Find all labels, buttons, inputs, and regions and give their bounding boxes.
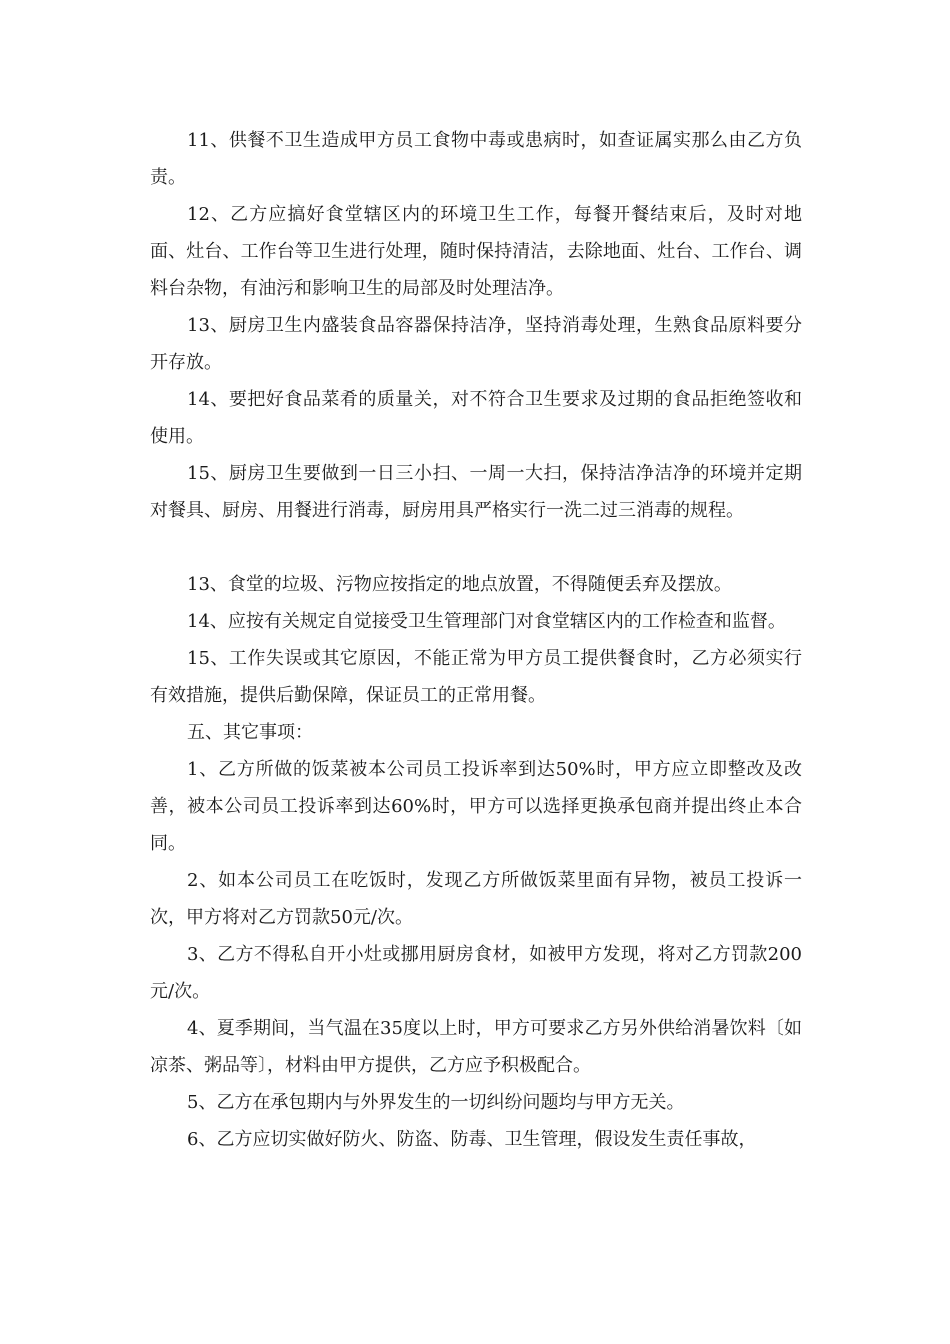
paragraph: 12、乙方应搞好食堂辖区内的环境卫生工作，每餐开餐结束后，及时对地面、灶台、工作台等卫生进行处理，随时保持清洁，去除地面、灶台、工作台、调料台杂物，有油污和影响卫生的局部及时处理洁净。 [150, 204, 802, 299]
paragraph: 11、供餐不卫生造成甲方员工食物中毒或患病时，如查证属实那么由乙方负责。 [150, 130, 802, 188]
paragraph: 13、厨房卫生内盛装食品容器保持洁净，坚持消毒处理，生熟食品原料要分开存放。 [150, 315, 802, 373]
paragraph: 15、工作失误或其它原因，不能正常为甲方员工提供餐食时，乙方必须实行有效措施，提供后勤保障，保证员工的正常用餐。 [150, 648, 802, 706]
paragraph: 2、如本公司员工在吃饭时，发现乙方所做饭菜里面有异物，被员工投诉一次，甲方将对乙方罚款50元/次。 [150, 870, 802, 928]
text-section-1 [150, 122, 802, 529]
paragraph: 6、乙方应切实做好防火、防盗、防毒、卫生管理，假设发生责任事故， [187, 1129, 757, 1150]
text-section-2 [150, 566, 802, 1158]
paragraph: 4、夏季期间，当气温在35度以上时，甲方可要求乙方另外供给消暑饮料〔如凉茶、粥品等〕，材料由甲方提供，乙方应予积极配合。 [150, 1018, 802, 1076]
paragraph: 14、要把好食品菜肴的质量关，对不符合卫生要求及过期的食品拒绝签收和使用。 [150, 389, 802, 447]
section-heading: 五、其它事项： [187, 722, 313, 743]
paragraph: 15、厨房卫生要做到一日三小扫、一周一大扫，保持洁净洁净的环境并定期对餐具、厨房、用餐进行消毒，厨房用具严格实行一洗二过三消毒的规程。 [150, 463, 802, 521]
paragraph: 3、乙方不得私自开小灶或挪用厨房食材，如被甲方发现，将对乙方罚款200元/次。 [150, 944, 802, 1002]
paragraph: 13、食堂的垃圾、污物应按指定的地点放置，不得随便丢弃及摆放。 [187, 574, 732, 595]
paragraph: 5、乙方在承包期内与外界发生的一切纠纷问题均与甲方无关。 [187, 1092, 685, 1113]
paragraph: 1、乙方所做的饭菜被本公司员工投诉率到达50%时，甲方应立即整改及改善，被本公司员工投诉率到达60%时，甲方可以选择更换承包商并提出终止本合同。 [150, 759, 802, 854]
paragraph: 14、应按有关规定自觉接受卫生管理部门对食堂辖区内的工作检查和监督。 [187, 611, 786, 632]
